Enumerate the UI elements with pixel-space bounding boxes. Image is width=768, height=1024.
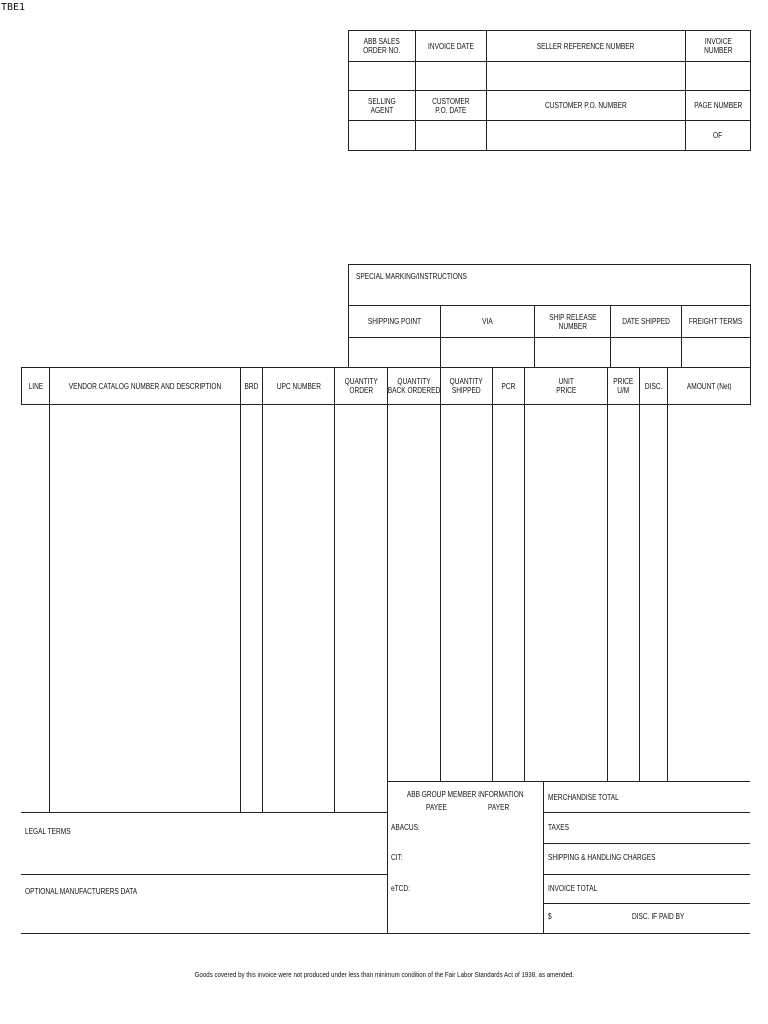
col-pcr: PCR (501, 381, 516, 391)
date-shipped-field[interactable] (611, 338, 681, 367)
shipping-point-field[interactable] (349, 338, 440, 367)
of-label: OF (713, 131, 723, 140)
customer-po-number-field[interactable] (487, 121, 685, 150)
ship-release-number-field[interactable] (535, 338, 610, 367)
freight-terms-field[interactable] (682, 338, 750, 367)
shipping-point-label: SHIPPING POINT (367, 317, 422, 326)
page-number-label: PAGE NUMBER (694, 101, 742, 110)
special-marking-field[interactable] (349, 282, 750, 304)
col-upc-number: UPC NUMBER (276, 381, 321, 391)
selling-agent-field[interactable] (349, 121, 415, 150)
disc-if-paid-by-label: DISC. IF PAID BY (632, 912, 685, 921)
via-field[interactable] (441, 338, 534, 367)
ship-release-number-label: SHIP RELEASE NUMBER (548, 312, 597, 331)
cit-label: CIT: (391, 853, 403, 862)
abb-sales-order-label: ABB SALES ORDER NO. (363, 37, 401, 55)
via-label: VIA (482, 317, 493, 326)
col-amount-net: AMOUNT (Net) (686, 381, 732, 391)
abb-sales-order-field[interactable] (349, 62, 415, 90)
invoice-date-field[interactable] (416, 62, 486, 90)
col-quantity-back-ordered: QUANTITY BACK ORDERED (387, 377, 441, 395)
form-code: TBE1 (1, 2, 26, 13)
selling-agent-label: SELLING AGENT (368, 96, 396, 115)
seller-reference-number-label: SELLER REFERENCE NUMBER (537, 41, 635, 51)
col-quantity-shipped: QUANTITY SHIPPED (449, 377, 484, 395)
dollar-label: $ (548, 912, 552, 921)
col-quantity-order: QUANTITY ORDER (344, 377, 378, 395)
optional-manufacturers-data-label: OPTIONAL MANUFACTURERS DATA (25, 887, 138, 896)
col-line: LINE (28, 381, 43, 391)
customer-po-number-label: CUSTOMER P.O. NUMBER (545, 101, 627, 110)
col-price-um: PRICE U/M (613, 377, 634, 395)
merchandise-total-label: MERCHANDISE TOTAL (548, 793, 619, 802)
special-marking-label: SPECIAL MARKING/INSTRUCTIONS (356, 272, 467, 281)
legal-terms-label: LEGAL TERMS (25, 827, 71, 836)
col-vendor-catalog: VENDOR CATALOG NUMBER AND DESCRIPTION (68, 381, 222, 391)
abacus-label: ABACUS: (391, 823, 420, 832)
abb-group-member-info-label: ABB GROUP MEMBER INFORMATION (407, 789, 524, 799)
shipping-handling-label: SHIPPING & HANDLING CHARGES (548, 853, 656, 862)
invoice-number-field[interactable] (686, 62, 750, 90)
payer-label: PAYER (488, 803, 510, 812)
customer-po-date-field[interactable] (416, 121, 486, 150)
taxes-label: TAXES (548, 823, 570, 832)
payee-label: PAYEE (426, 803, 447, 812)
line-items-body[interactable] (50, 405, 750, 781)
etcd-label: eTCD: (391, 884, 410, 893)
footer-note: Goods covered by this invoice were not produced under less than minimum condition of the Fair Labor Standards Act of 1938, as amended. (194, 970, 574, 979)
customer-po-date-label: CUSTOMER P.O. DATE (432, 96, 470, 115)
date-shipped-label: DATE SHIPPED (622, 317, 670, 326)
freight-terms-label: FREIGHT TERMS (689, 317, 743, 326)
col-unit-price: UNIT PRICE (555, 377, 577, 395)
col-brd: BRD (244, 381, 259, 391)
col-disc: DISC. (644, 381, 663, 391)
invoice-total-label: INVOICE TOTAL (548, 884, 598, 893)
invoice-date-label: INVOICE DATE (428, 41, 474, 51)
page-of-field[interactable] (686, 121, 750, 150)
seller-reference-number-field[interactable] (487, 62, 685, 90)
invoice-number-label: INVOICE NUMBER (703, 37, 733, 55)
